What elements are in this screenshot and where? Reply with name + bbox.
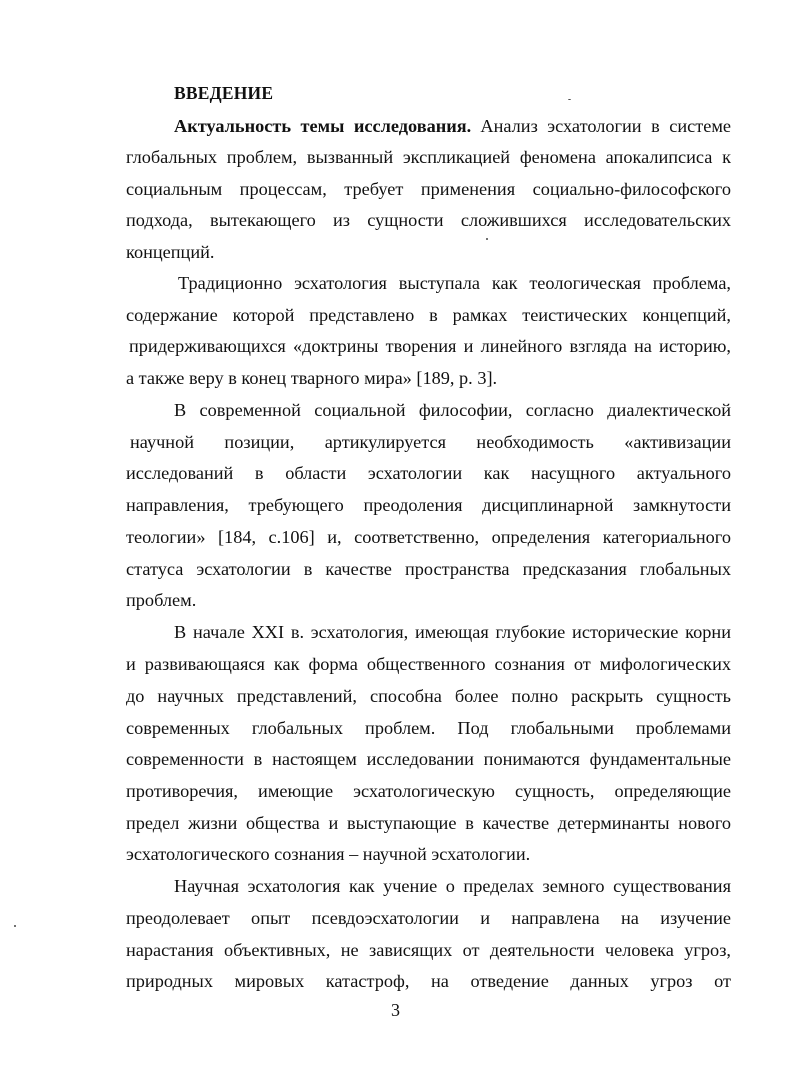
page-number: 3 xyxy=(391,1000,400,1020)
text-line: и развивающаяся как форма общественного сознания от мифологических xyxy=(126,654,731,674)
text-line: до научных представлений, способна более полно раскрыть сущность xyxy=(126,686,731,706)
text-line: Актуальность темы исследования. Анализ эсхатологии в системе xyxy=(174,116,732,136)
text-line: придерживающихся «доктрины творения и линейного взгляда на историю, xyxy=(129,336,731,356)
text-line: преодолевает опыт псевдоэсхатологии и направлена на изучение xyxy=(126,908,731,928)
text-line: проблем. xyxy=(126,590,197,610)
section-heading: ВВЕДЕНИЕ xyxy=(174,83,274,103)
text-line: современности в настоящем исследовании понимаются фундаментальные xyxy=(126,749,731,769)
text-line: подхода, вытекающего из сущности сложившихся исследовательских xyxy=(126,210,731,230)
text-line: а также веру в конец тварного мира» [189, р. 3]. xyxy=(126,368,498,388)
text-line: статуса эсхатологии в качестве пространства предсказания глобальных xyxy=(126,559,731,579)
text-line: научной позиции, артикулируется необходимость «активизации xyxy=(130,432,731,452)
text-line: содержание которой представлено в рамках теистических концепций, xyxy=(126,305,731,325)
text-line: социальным процессам, требует применения социально-философского xyxy=(126,179,731,199)
text-line: В начале XXI в. эсхатология, имеющая глубокие исторические корни xyxy=(174,622,731,642)
text-line: нарастания объективных, не зависящих от деятельности человека угроз, xyxy=(126,940,731,960)
scan-speck xyxy=(568,99,571,100)
text-line: современных глобальных проблем. Под глобальными проблемами xyxy=(126,718,731,738)
lead-bold-phrase: Актуальность темы исследования. xyxy=(174,116,472,136)
scan-speck xyxy=(14,925,16,927)
text-line: эсхатологического сознания – научной эсхатологии. xyxy=(126,844,531,864)
text-line: предел жизни общества и выступающие в качестве детерминанты нового xyxy=(126,813,731,833)
text-line: концепций. xyxy=(126,242,215,262)
text-line: В современной социальной философии, согласно диалектической xyxy=(174,400,731,420)
text-line: исследований в области эсхатологии как насущного актуального xyxy=(126,463,731,483)
text-line: противоречия, имеющие эсхатологическую сущность, определяющие xyxy=(126,781,731,801)
text-line: глобальных проблем, вызванный экспликацией феномена апокалипсиса к xyxy=(126,147,731,167)
text-line: Традиционно эсхатология выступала как теологическая проблема, xyxy=(178,273,731,293)
text-line: теологии» [184, с.106] и, соответственно, определения категориального xyxy=(126,527,731,547)
scan-speck xyxy=(486,238,488,240)
text-line: направления, требующего преодоления дисциплинарной замкнутости xyxy=(126,495,731,515)
text-line: природных мировых катастроф, на отведение данных угроз от xyxy=(126,971,731,991)
text-line: Научная эсхатология как учение о пределах земного существования xyxy=(174,876,731,896)
